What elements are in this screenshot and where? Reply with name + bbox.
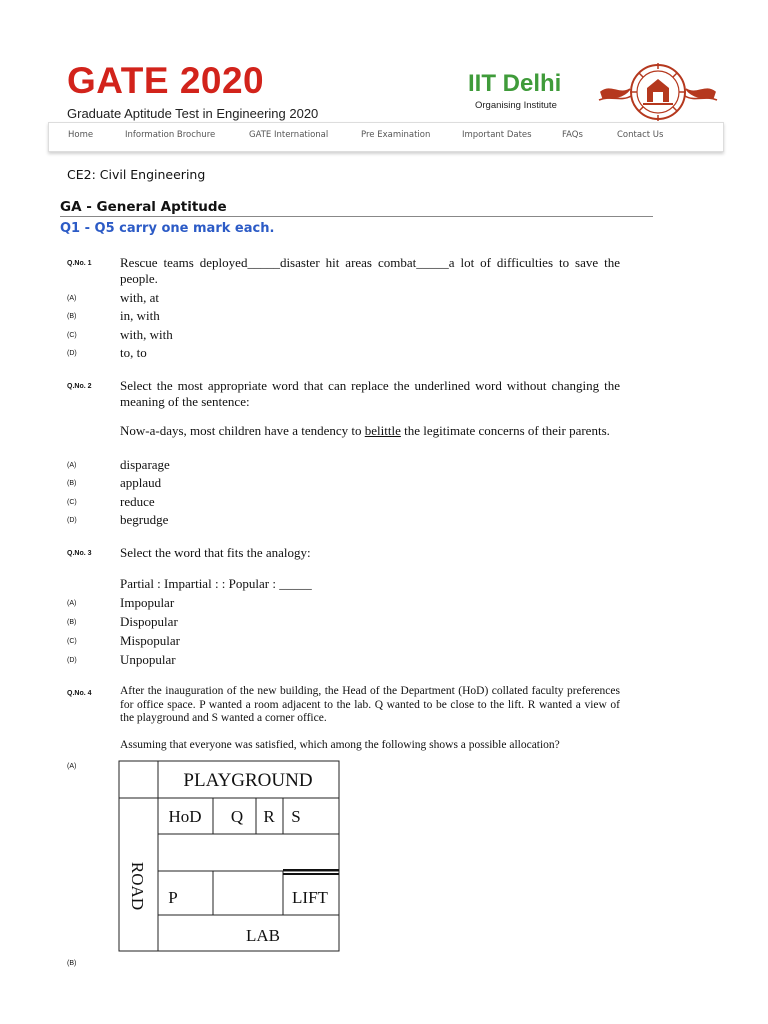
- gate-title: GATE 2020: [67, 60, 265, 101]
- hod-room-label: HoD: [168, 807, 202, 826]
- question-sentence: [120, 423, 620, 439]
- q-room-label: Q: [230, 807, 244, 826]
- paper-code: CE2: Civil Engineering: [67, 167, 206, 182]
- question-text: Select the word that fits the analogy:: [120, 545, 311, 560]
- option-text: reduce: [120, 494, 155, 509]
- gate-subtitle: Graduate Aptitude Test in Engineering 2020: [67, 106, 319, 121]
- question-text: Rescue teams deployed_____disaster hit areas combat_____a lot of difficulties to save the people.: [120, 255, 620, 286]
- option-label: (B): [67, 960, 77, 967]
- option-text: to, to: [120, 345, 147, 360]
- floor-plan-diagram-a: [118, 760, 340, 952]
- option-text: Unpopular: [120, 652, 176, 667]
- option-label: (B): [67, 619, 77, 626]
- nav-pre-examination[interactable]: Pre Examination: [361, 130, 431, 140]
- question-prompt: Assuming that everyone was satisfied, which among the following shows a possible allocation?: [120, 739, 560, 751]
- option-text: with, at: [120, 290, 159, 305]
- question-number: Q.No. 1: [67, 260, 92, 267]
- sentence-after: the legitimate concerns of their parents.: [400, 423, 610, 438]
- nav-home[interactable]: Home: [68, 130, 94, 140]
- option-text: Impopular: [120, 595, 175, 610]
- option-label: (C): [67, 638, 77, 645]
- question-text: After the inauguration of the new building, the Head of the Department (HoD) collated faculty preferences for office space. P wanted a room adjacent to the lab. Q wanted to be close to the lift. R wanted a view of the playground and S wanted a corner office.: [120, 685, 620, 724]
- option-label: (D): [67, 517, 77, 524]
- nav-information-brochure[interactable]: Information Brochure: [125, 130, 216, 140]
- road-label: ROAD: [128, 861, 147, 911]
- option-label: (D): [67, 350, 77, 357]
- option-label: (C): [67, 332, 77, 339]
- question-number: Q.No. 4: [67, 690, 92, 697]
- nav-gate-international[interactable]: GATE International: [249, 130, 329, 140]
- underlined-word: belittle: [364, 423, 401, 438]
- option-label: (A): [67, 462, 77, 469]
- option-label: (B): [67, 313, 77, 320]
- lift-label: LIFT: [292, 888, 328, 907]
- option-text: applaud: [120, 475, 162, 490]
- question-number: Q.No. 2: [67, 383, 92, 390]
- section-divider: [60, 216, 653, 217]
- r-room-label: R: [263, 807, 275, 826]
- option-text: in, with: [120, 308, 160, 323]
- nav-faqs[interactable]: FAQs: [562, 130, 583, 140]
- sentence-before: Now-a-days, most children have a tendency to: [120, 423, 365, 438]
- main-navigation: [48, 122, 724, 152]
- option-label: (A): [67, 295, 77, 302]
- nav-important-dates[interactable]: Important Dates: [462, 130, 532, 140]
- organising-institute-name: IIT Delhi: [468, 70, 562, 97]
- option-label: (C): [67, 499, 77, 506]
- option-text: Dispopular: [120, 614, 178, 629]
- section-title: GA - General Aptitude: [60, 199, 227, 215]
- lab-label: LAB: [246, 926, 280, 945]
- organising-institute-label: Organising Institute: [475, 100, 557, 111]
- p-room-label: P: [168, 888, 178, 907]
- option-label: (A): [67, 600, 77, 607]
- option-label: (B): [67, 480, 77, 487]
- question-text: Select the most appropriate word that can replace the underlined word without changing the meaning of the sentence:: [120, 378, 620, 409]
- marks-note: Q1 - Q5 carry one mark each.: [60, 221, 275, 236]
- analogy-text: Partial : Impartial : : Popular : _____: [120, 576, 312, 591]
- nav-contact-us[interactable]: Contact Us: [617, 130, 664, 140]
- lift-door-mark: [283, 870, 339, 874]
- playground-label: PLAYGROUND: [183, 770, 313, 791]
- option-text: Mispopular: [120, 633, 180, 648]
- option-text: disparage: [120, 457, 170, 472]
- option-text: with, with: [120, 327, 173, 342]
- option-label: (A): [67, 763, 77, 770]
- question-number: Q.No. 3: [67, 550, 92, 557]
- iit-delhi-logo: [597, 62, 719, 122]
- s-room-label: S: [291, 807, 301, 826]
- option-label: (D): [67, 657, 77, 664]
- option-text: begrudge: [120, 512, 169, 527]
